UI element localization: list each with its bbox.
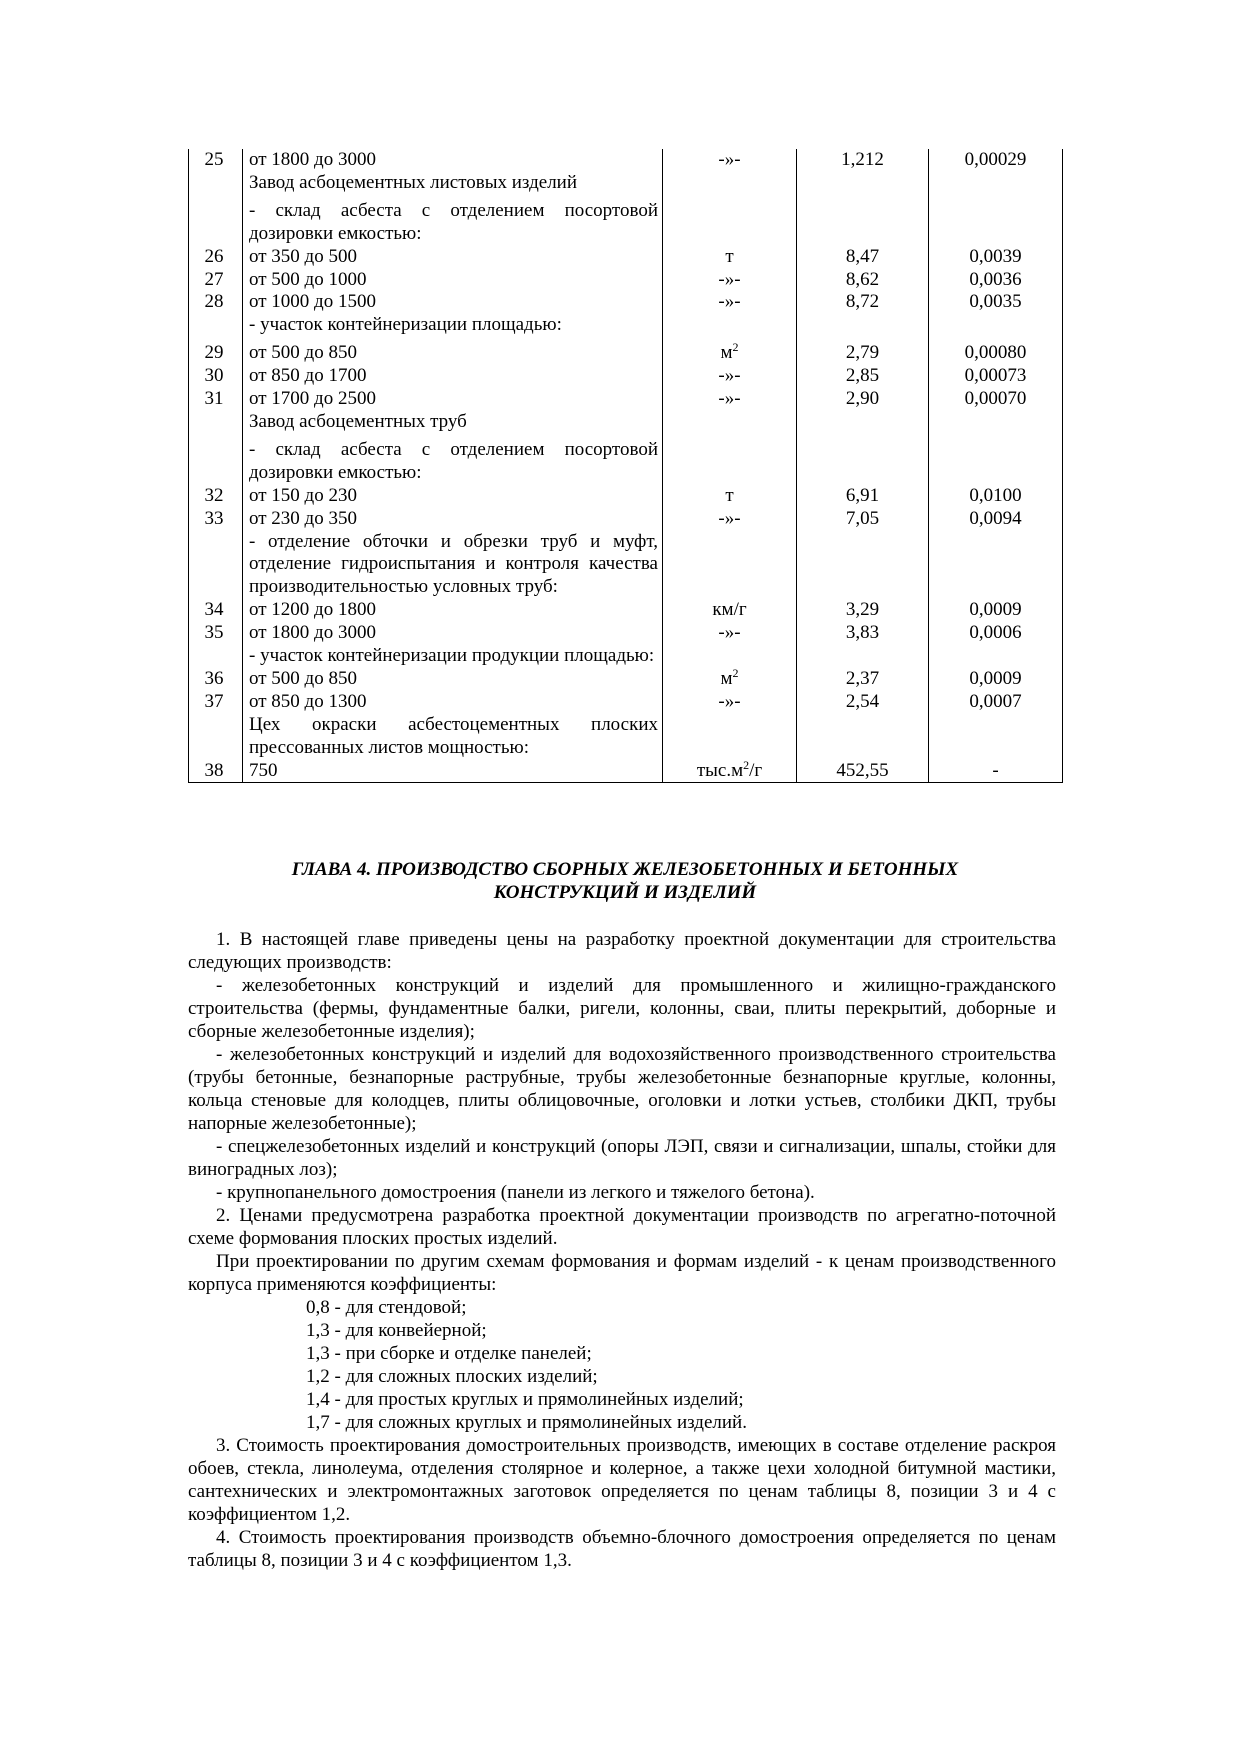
row-description: от 1200 до 1800 bbox=[243, 599, 663, 622]
unit-suffix: /г bbox=[749, 759, 763, 781]
paragraph: При проектировании по другим схемам формования и формам изделий - к ценам производственного корпуса применяются коэффициенты: bbox=[188, 1251, 1056, 1295]
row-description: от 1000 до 1500 bbox=[243, 291, 663, 314]
row-number: 37 bbox=[189, 691, 243, 714]
row-unit bbox=[663, 314, 797, 337]
table-row bbox=[189, 531, 1063, 600]
row-coefficient: 0,0039 bbox=[929, 246, 1063, 269]
table-row bbox=[189, 622, 1063, 645]
row-number bbox=[189, 434, 243, 485]
row-unit bbox=[663, 645, 797, 668]
row-coefficient: 0,0100 bbox=[929, 485, 1063, 508]
row-price: 2,37 bbox=[797, 668, 929, 691]
row-coefficient: - bbox=[929, 760, 1063, 783]
price-table bbox=[188, 149, 1063, 783]
row-unit: -»- bbox=[663, 388, 797, 411]
row-coefficient: 0,00070 bbox=[929, 388, 1063, 411]
unit-superscript: 2 bbox=[732, 340, 739, 355]
coefficient-item: 1,3 - для конвейерной; bbox=[306, 1320, 487, 1341]
row-coefficient bbox=[929, 434, 1063, 485]
row-description: от 850 до 1700 bbox=[243, 365, 663, 388]
table-row bbox=[189, 149, 1063, 172]
coefficient-item: 1,7 - для сложных круглых и прямолинейных изделий. bbox=[306, 1412, 747, 1433]
row-number: 33 bbox=[189, 508, 243, 531]
row-number bbox=[189, 645, 243, 668]
coefficient-item: 1,4 - для простых круглых и прямолинейных изделий; bbox=[306, 1389, 744, 1410]
row-description: от 150 до 230 bbox=[243, 485, 663, 508]
table-row bbox=[189, 411, 1063, 434]
table-row bbox=[189, 714, 1063, 760]
chapter-body bbox=[188, 928, 1056, 1572]
row-coefficient: 0,00029 bbox=[929, 149, 1063, 172]
table-row bbox=[189, 508, 1063, 531]
row-number bbox=[189, 714, 243, 760]
unit-superscript: 2 bbox=[743, 757, 750, 772]
row-coefficient: 0,0009 bbox=[929, 668, 1063, 691]
row-unit bbox=[663, 434, 797, 485]
row-unit: -»- bbox=[663, 365, 797, 388]
chapter-title-line-2: КОНСТРУКЦИЙ И ИЗДЕЛИЙ bbox=[493, 882, 757, 903]
table-row bbox=[189, 314, 1063, 337]
row-number: 27 bbox=[189, 269, 243, 292]
row-unit: км/г bbox=[663, 599, 797, 622]
row-description: от 850 до 1300 bbox=[243, 691, 663, 714]
table-row bbox=[189, 668, 1063, 691]
row-number: 31 bbox=[189, 388, 243, 411]
row-coefficient bbox=[929, 314, 1063, 337]
row-description: Завод асбоцементных труб bbox=[243, 411, 663, 434]
table-row bbox=[189, 645, 1063, 668]
row-coefficient: 0,0006 bbox=[929, 622, 1063, 645]
coefficient-item: 1,2 - для сложных плоских изделий; bbox=[306, 1366, 598, 1387]
table-row bbox=[189, 337, 1063, 365]
row-number: 32 bbox=[189, 485, 243, 508]
row-unit: т bbox=[663, 246, 797, 269]
table-row bbox=[189, 246, 1063, 269]
row-number bbox=[189, 531, 243, 600]
table-row bbox=[189, 485, 1063, 508]
row-description: от 1800 до 3000 bbox=[243, 622, 663, 645]
row-unit: т bbox=[663, 485, 797, 508]
row-number bbox=[189, 314, 243, 337]
row-unit: -»- bbox=[663, 691, 797, 714]
row-number: 26 bbox=[189, 246, 243, 269]
row-price: 1,212 bbox=[797, 149, 929, 172]
row-unit bbox=[663, 411, 797, 434]
row-price: 8,47 bbox=[797, 246, 929, 269]
row-number: 38 bbox=[189, 760, 243, 783]
row-price: 3,29 bbox=[797, 599, 929, 622]
row-price: 452,55 bbox=[797, 760, 929, 783]
unit-superscript: 2 bbox=[732, 665, 739, 680]
row-price bbox=[797, 411, 929, 434]
row-description: Завод асбоцементных листовых изделий bbox=[243, 172, 663, 195]
row-price: 2,79 bbox=[797, 337, 929, 365]
row-price: 7,05 bbox=[797, 508, 929, 531]
row-coefficient bbox=[929, 411, 1063, 434]
row-unit: -»- bbox=[663, 291, 797, 314]
table-row bbox=[189, 269, 1063, 292]
row-unit: -»- bbox=[663, 149, 797, 172]
row-number: 34 bbox=[189, 599, 243, 622]
row-unit: -»- bbox=[663, 622, 797, 645]
row-number: 36 bbox=[189, 668, 243, 691]
row-description: - отделение обточки и обрезки труб и муфт, отделение гидроиспытания и контроля качества производительностью условных труб: bbox=[243, 531, 663, 600]
row-price bbox=[797, 714, 929, 760]
row-number: 28 bbox=[189, 291, 243, 314]
row-description: Цех окраски асбестоцементных плоских прессованных листов мощностью: bbox=[243, 714, 663, 760]
chapter-title-line-1: ГЛАВА 4. ПРОИЗВОДСТВО СБОРНЫХ ЖЕЛЕЗОБЕТОННЫХ И БЕТОННЫХ bbox=[291, 859, 959, 880]
row-description: от 500 до 1000 bbox=[243, 269, 663, 292]
paragraph: - железобетонных конструкций и изделий для промышленного и жилищно-гражданского строительства (фермы, фундаментные балки, ригели, колонны, сваи, плиты перекрытий, доборные и сборные железобетонные изделия); bbox=[188, 975, 1056, 1042]
paragraph: 4. Стоимость проектирования производств объемно-блочного домостроения определяется по ценам таблицы 8, позиции 3 и 4 с коэффициентом 1,3. bbox=[188, 1527, 1056, 1571]
row-unit bbox=[663, 172, 797, 195]
table-row bbox=[189, 760, 1063, 783]
row-unit: $м^2$ bbox=[663, 337, 797, 365]
paragraph: 3. Стоимость проектирования домостроительных производств, имеющих в составе отделение раскроя обоев, стекла, линолеума, отделения столярное и колерное, а также цехи холодной битумной мастики, сантехнических и электромонтажных заготовок определяется по ценам таблицы 8, позиции 3 и 4 с коэффициентом 1,2. bbox=[188, 1435, 1056, 1525]
row-description: - участок контейнеризации продукции площадью: bbox=[243, 645, 663, 668]
row-price: 2,85 bbox=[797, 365, 929, 388]
row-price bbox=[797, 434, 929, 485]
row-price bbox=[797, 172, 929, 195]
row-description: от 1700 до 2500 bbox=[243, 388, 663, 411]
coefficient-item: 1,3 - при сборке и отделке панелей; bbox=[306, 1343, 592, 1364]
row-coefficient bbox=[929, 714, 1063, 760]
row-number: 25 bbox=[189, 149, 243, 172]
row-coefficient: 0,0009 bbox=[929, 599, 1063, 622]
row-unit: $м^2$ bbox=[663, 668, 797, 691]
table-row bbox=[189, 172, 1063, 195]
row-unit bbox=[663, 195, 797, 246]
table-row bbox=[189, 599, 1063, 622]
row-coefficient bbox=[929, 645, 1063, 668]
table-row bbox=[189, 195, 1063, 246]
table-row bbox=[189, 434, 1063, 485]
row-description: от 500 до 850 bbox=[243, 337, 663, 365]
row-description: от 230 до 350 bbox=[243, 508, 663, 531]
row-price bbox=[797, 314, 929, 337]
row-unit: -»- bbox=[663, 508, 797, 531]
table-row bbox=[189, 388, 1063, 411]
row-coefficient: 0,0094 bbox=[929, 508, 1063, 531]
coefficient-item: 0,8 - для стендовой; bbox=[306, 1297, 467, 1318]
row-price bbox=[797, 195, 929, 246]
row-unit bbox=[663, 714, 797, 760]
row-description: - участок контейнеризации площадью: bbox=[243, 314, 663, 337]
paragraph: - железобетонных конструкций и изделий для водохозяйственного производственного строительства (трубы бетонные, безнапорные раструбные, трубы железобетонные безнапорные круглые, колонны, кольца стеновые для колодцев, плиты облицовочные, оголовки и лотки устьев, столбики ДКП, трубы напорные железобетонные); bbox=[188, 1044, 1056, 1134]
row-price: 8,72 bbox=[797, 291, 929, 314]
row-price: 6,91 bbox=[797, 485, 929, 508]
row-number: 30 bbox=[189, 365, 243, 388]
row-coefficient: 0,00080 bbox=[929, 337, 1063, 365]
row-unit: -»- bbox=[663, 269, 797, 292]
row-description: от 1800 до 3000 bbox=[243, 149, 663, 172]
row-price: 8,62 bbox=[797, 269, 929, 292]
row-coefficient: 0,00073 bbox=[929, 365, 1063, 388]
paragraph: 2. Ценами предусмотрена разработка проектной документации производств по агрегатно-поточной схеме формования плоских простых изделий. bbox=[188, 1205, 1056, 1249]
row-unit bbox=[663, 531, 797, 600]
price-table-body bbox=[189, 149, 1063, 783]
row-price bbox=[797, 531, 929, 600]
row-coefficient bbox=[929, 531, 1063, 600]
row-coefficient bbox=[929, 172, 1063, 195]
row-unit: $тыс.м^2/г$ bbox=[663, 760, 797, 783]
row-description: - склад асбеста с отделением посортовой дозировки емкостью: bbox=[243, 195, 663, 246]
row-coefficient: 0,0036 bbox=[929, 269, 1063, 292]
row-description: - склад асбеста с отделением посортовой дозировки емкостью: bbox=[243, 434, 663, 485]
row-description: от 500 до 850 bbox=[243, 668, 663, 691]
row-description: 750 bbox=[243, 760, 663, 783]
paragraph: - спецжелезобетонных изделий и конструкций (опоры ЛЭП, связи и сигнализации, шпалы, стойки для виноградных лоз); bbox=[188, 1136, 1056, 1180]
row-price bbox=[797, 645, 929, 668]
table-row bbox=[189, 291, 1063, 314]
row-number bbox=[189, 411, 243, 434]
row-coefficient: 0,0007 bbox=[929, 691, 1063, 714]
row-coefficient bbox=[929, 195, 1063, 246]
row-number bbox=[189, 172, 243, 195]
row-number: 35 bbox=[189, 622, 243, 645]
row-price: 3,83 bbox=[797, 622, 929, 645]
paragraph: 1. В настоящей главе приведены цены на разработку проектной документации для строительства следующих производств: bbox=[188, 929, 1056, 973]
row-number: 29 bbox=[189, 337, 243, 365]
table-row bbox=[189, 365, 1063, 388]
row-description: от 350 до 500 bbox=[243, 246, 663, 269]
table-row bbox=[189, 691, 1063, 714]
paragraph: - крупнопанельного домостроения (панели из легкого и тяжелого бетона). bbox=[216, 1182, 815, 1203]
row-price: 2,54 bbox=[797, 691, 929, 714]
chapter-title bbox=[188, 858, 1062, 904]
row-number bbox=[189, 195, 243, 246]
row-price: 2,90 bbox=[797, 388, 929, 411]
row-coefficient: 0,0035 bbox=[929, 291, 1063, 314]
